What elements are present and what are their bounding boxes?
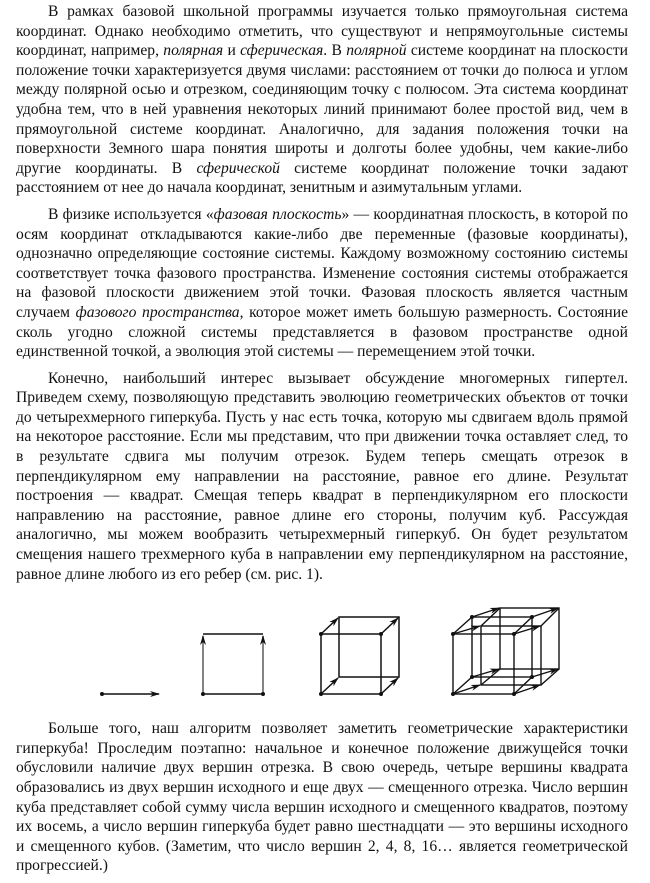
italic-term: полярная — [163, 42, 224, 60]
text-run: , которое может иметь большую размерность. Состояние сколь угодно сложной системы представляется в фазовом пространстве одной единственной точкой, а эволюция этой системы — перемещением этой точки. — [16, 303, 628, 361]
text-run: Конечно, наибольший интерес вызывает обсуждение многомерных гипертел. Приведем схему, позволяющую представить эволюцию геометрических объектов от точки до четырехмерного гиперкуба. Пусть у нас есть точка, которую мы сдвигаем вдоль прямой на некоторое расстояние. Если мы представим, что при движении точка оставляет след, то в результате сдвига мы получим отрезок. Будем теперь смещать отрезок в перпендикулярном ему направлении на расстояние, равное его длине. Результат построения — квадрат. Смещая теперь квадрат в перпендикулярном его плоскости направлению на расстояние, равное длине его стороны, получим куб. Рассуждая аналогично, мы можем вообразить четырехмерный гиперкуб. Он будет результатом смещения нашего трехмерного куба в направлении ему перпендикулярном на расстояние, равное длине любого из его ребер (см. рис. 1). — [16, 369, 628, 583]
paragraph-coordinate-systems — [16, 2, 628, 198]
paragraph-phase-plane — [16, 205, 628, 362]
italic-term: полярной — [346, 42, 407, 60]
text-run: системе координат на плоскости положение точки характеризуется двумя числами: расстоянием от точки до полюса и углом между полярной осью и отрезком, соединяющим точку с полюсом. Эта система координат удобна тем, что в ней уравнения некоторых линий принимают более простой вид, чем в прямоугольной системе координат. Аналогично, для задания положения точки на поверхности Земного шара понятия широты и долготы более удобны, чем какие-либо другие координаты. В — [16, 42, 628, 177]
italic-term: сферической — [196, 159, 280, 177]
text-run: системе координат положение точки задают расстоянием от нее до начала координат, зенитным и азимутальным углами. — [16, 159, 628, 197]
text-run: и — [223, 42, 241, 60]
hypercube-diagram — [451, 608, 559, 696]
document-page — [16, 2, 628, 883]
italic-term: сферическая — [240, 42, 324, 60]
cube-diagram — [319, 617, 399, 696]
text-run: В физике используется « — [48, 205, 214, 223]
figure-hypercube-evolution — [0, 591, 650, 719]
text-run: Больше того, наш алгоритм позволяет заметить геометрические характеристики гиперкуба! Проследим поэтапно: начальное и конечное положение движущейся точки обусловили наличие двух вершин отрезка. В свою очередь, четыре вершины квадрата образовались из двух вершин исходного и еще двух — смещенного отрезка. Число вершин куба представляет собой сумму числа вершин исходного и смещенного квадратов, поэтому их восемь, а число вершин гиперкуба будет равно шестнадцати — это вершины исходного и смещенного кубов. (Заметим, что число вершин 2, 4, 8, 16… является геометрической прогрессией.) — [16, 720, 628, 875]
italic-term: фазовая плоскость — [213, 205, 342, 223]
paragraph-hypercube-construction — [16, 369, 628, 585]
italic-term: фазового пространства — [75, 303, 240, 321]
text-run: В рамках базовой школьной программы изучается только прямоугольная система координат. Однако необходимо отметить, что существуют и непрямоугольные системы координат, например, — [16, 3, 628, 60]
paragraph-hypercube-vertices — [16, 719, 628, 876]
segment-diagram — [100, 692, 159, 696]
text-run: . В — [323, 42, 347, 60]
text-run: » — координатная плоскость, в которой по осям координат откладываются какие-либо две переменные (фазовые координаты), однозначно определяющие состояние системы. Каждому возможному состоянию системы соответствует точка фазового пространства. Изменение состояния системы отображается на фазовой плоскости движением этой точки. Фазовая плоскость является частным случаем — [16, 205, 628, 321]
square-diagram — [201, 634, 265, 696]
